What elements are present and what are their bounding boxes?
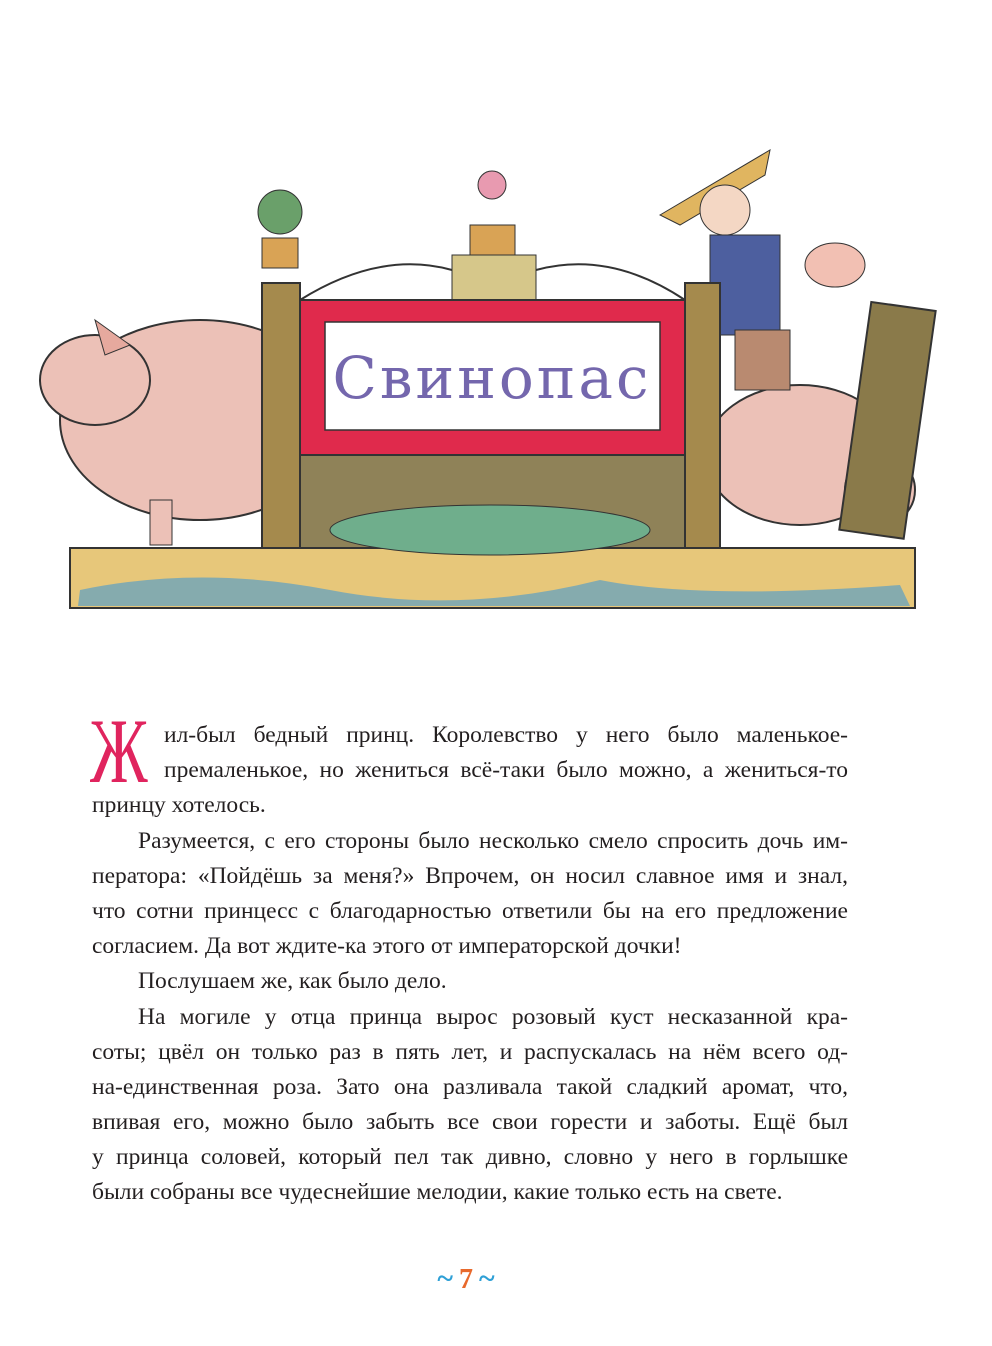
text-line: соты; цвёл он только раз в пять лет, и распускалась на нём всего од-: [92, 1038, 848, 1065]
text-line: были собраны все чудеснейшие мелодии, какие только есть на свете.: [92, 1179, 783, 1206]
left-post: [262, 283, 300, 548]
page-number: 7: [459, 1264, 473, 1295]
text-line: Послушаем же, как было дело.: [138, 968, 447, 995]
title-illustration: [0, 100, 992, 620]
fence-board: [839, 302, 935, 539]
text-line: что сотни принцесс с благодарностью ответили бы на его предложение: [92, 897, 848, 924]
ornament-right-icon: ~: [479, 1262, 495, 1295]
text-line: ил-был бедный принц. Королевство у него было маленькое-: [164, 722, 848, 748]
text-line: впивая его, можно было забыть все свои горести и заботы. Ещё был: [92, 1109, 848, 1136]
topiary-and-rose: [258, 171, 685, 303]
drop-cap: Ж: [90, 700, 148, 802]
page-footer: [0, 1262, 932, 1296]
text-line: премаленькое, но жениться всё-таки было можно, а жениться-то: [164, 757, 848, 784]
text-line: ператора: «Пойдёшь за меня?» Впрочем, он носил славное имя и знал,: [92, 862, 848, 889]
text-line: согласием. Да вот ждите-ка этого от императорской дочки!: [92, 933, 682, 960]
text-line: Разумеется, с его стороны было несколько смело спросить дочь им-: [138, 827, 848, 854]
right-post: [685, 283, 720, 548]
text-line: на-единственная роза. Зато она разливала такой сладкий аромат, что,: [92, 1073, 848, 1100]
story-text: [90, 700, 848, 1211]
ornament-left-icon: ~: [437, 1262, 453, 1295]
story-title: Свинопас: [332, 344, 652, 412]
text-line: у принца соловей, который пел так дивно, словно у него в горлышке: [92, 1144, 848, 1171]
bushes: [330, 505, 650, 555]
text-line: принцу хотелось.: [92, 792, 266, 819]
text-line: На могиле у отца принца вырос розовый куст несказанной кра-: [138, 1003, 848, 1030]
